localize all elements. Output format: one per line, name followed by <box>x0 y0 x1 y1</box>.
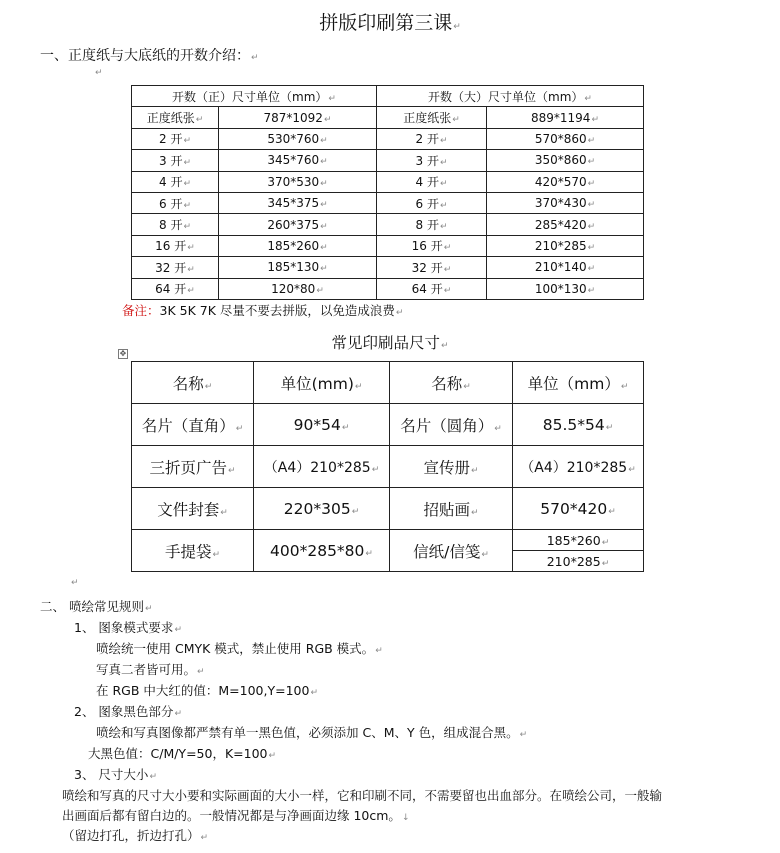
table-cell: 185*260↵ <box>219 235 377 256</box>
paragraph: 大黑色值：C/M/Y=50，K=100↵ <box>88 746 277 761</box>
subsection-1-title: 1、 图象模式要求↵ <box>74 620 182 635</box>
table-cell: 文件封套↵ <box>132 488 254 530</box>
table-cell: 570*420↵ <box>513 488 644 530</box>
table-cell: 单位(mm)↵ <box>254 362 390 404</box>
paragraph: 写真二者皆可用。↵ <box>96 662 205 677</box>
table-cell: 420*570↵ <box>487 171 644 192</box>
header-standard: 开数（正）尺寸单位（mm）↵ <box>132 86 377 107</box>
table-cell: 185*130↵ <box>219 257 377 278</box>
table-cell: 6 开↵ <box>377 192 487 213</box>
table-row <box>132 214 644 235</box>
table-row <box>132 192 644 213</box>
paragraph: 在 RGB 中大红的值：M=100,Y=100↵ <box>96 683 318 698</box>
table-cell: 787*1092↵ <box>219 107 377 128</box>
subsection-3-title: 3、 尺寸大小↵ <box>74 767 157 782</box>
table-header-row <box>132 362 644 404</box>
paragraph: （留边打孔，折边打孔）↵ <box>62 828 209 843</box>
note <box>122 301 403 319</box>
print-table-title: 常见印刷品尺寸↵ <box>331 334 449 352</box>
table-row <box>132 446 644 488</box>
table-cell: 260*375↵ <box>219 214 377 235</box>
table-cell: 6 开↵ <box>132 192 219 213</box>
paragraph: 出画面后都有留白边的。一般情况都是与净画面边缘 10cm。↓ <box>62 808 410 823</box>
table-row <box>132 171 644 192</box>
table-cell: 370*430↵ <box>487 192 644 213</box>
paragraph: 喷绘统一使用 CMYK 模式，禁止使用 RGB 模式。↵ <box>96 641 383 656</box>
table-row <box>132 235 644 256</box>
table-cell: 210*140↵ <box>487 257 644 278</box>
document-title: 拼版印刷第三课↵ <box>319 12 461 34</box>
subsection-2-title: 2、 图象黑色部分↵ <box>74 704 182 719</box>
note-label: 备注： <box>122 303 160 318</box>
paragraph-mark-icon: ↵ <box>95 68 103 78</box>
table-cell: 单位（mm）↵ <box>513 362 644 404</box>
table-cell: 3 开↵ <box>377 150 487 171</box>
table-row <box>132 257 644 278</box>
table-row <box>132 488 644 530</box>
table-cell: 手提袋↵ <box>132 530 254 572</box>
table-cell: 2 开↵ <box>132 128 219 149</box>
table-cell: 185*260↵ <box>513 530 644 551</box>
table-cell: 90*54↵ <box>254 404 390 446</box>
table-cell: 120*80↵ <box>219 278 377 299</box>
table-cell: 三折页广告↵ <box>132 446 254 488</box>
table-cell: 530*760↵ <box>219 128 377 149</box>
paper-size-table <box>131 85 644 300</box>
table-cell: 370*530↵ <box>219 171 377 192</box>
table-cell: （A4）210*285↵ <box>254 446 390 488</box>
table-cell: 3 开↵ <box>132 150 219 171</box>
table-cell: 889*1194↵ <box>487 107 644 128</box>
table-cell: 招贴画↵ <box>390 488 513 530</box>
table-cell: 8 开↵ <box>377 214 487 235</box>
table-row <box>132 278 644 299</box>
section2-heading: 二、 喷绘常见规则↵ <box>40 599 153 614</box>
print-size-table <box>131 361 644 572</box>
table-cell: 4 开↵ <box>132 171 219 192</box>
header-large: 开数（大）尺寸单位（mm）↵ <box>377 86 644 107</box>
note-text: 3K 5K 7K 尽量不要去拼版，以免造成浪费 <box>159 303 395 318</box>
table-cell: 名片（圆角）↵ <box>390 404 513 446</box>
table-cell: 宣传册↵ <box>390 446 513 488</box>
table-cell: 64 开↵ <box>132 278 219 299</box>
table-row <box>132 107 644 128</box>
table-cell: 85.5*54↵ <box>513 404 644 446</box>
table-row <box>132 150 644 171</box>
table-cell: 16 开↵ <box>377 235 487 256</box>
table-cell: 64 开↵ <box>377 278 487 299</box>
table-header-row <box>132 86 644 107</box>
table-cell: 8 开↵ <box>132 214 219 235</box>
table-cell: 16 开↵ <box>132 235 219 256</box>
table-cell: 285*420↵ <box>487 214 644 235</box>
table-cell: 345*760↵ <box>219 150 377 171</box>
table-cell: 4 开↵ <box>377 171 487 192</box>
table-cell: 32 开↵ <box>377 257 487 278</box>
table-cell: 220*305↵ <box>254 488 390 530</box>
table-cell: 信纸/信笺↵ <box>390 530 513 572</box>
table-cell: 100*130↵ <box>487 278 644 299</box>
table-cell: 名称↵ <box>132 362 254 404</box>
table-cell: （A4）210*285↵ <box>513 446 644 488</box>
table-row <box>132 530 644 551</box>
table-cell: 400*285*80↵ <box>254 530 390 572</box>
paragraph-mark-icon: ↵ <box>453 22 461 32</box>
paragraph: 喷绘和写真的尺寸大小要和实际画面的大小一样，它和印刷不同，不需要留也出血部分。在喷绘公司，一般输 <box>62 788 663 803</box>
table-row <box>132 404 644 446</box>
table-cell: 正度纸张↵ <box>132 107 219 128</box>
table-cell: 210*285↵ <box>513 551 644 572</box>
table-cell: 345*375↵ <box>219 192 377 213</box>
section1-heading: 一、正度纸与大底纸的开数介绍：↵ <box>40 48 259 64</box>
move-handle-icon[interactable]: ✥ <box>119 349 127 358</box>
table-row <box>132 128 644 149</box>
paragraph-mark-icon: ↵ <box>440 341 449 351</box>
table-cell: 210*285↵ <box>487 235 644 256</box>
table-cell: 正度纸张↵ <box>377 107 487 128</box>
table-cell: 名片（直角）↵ <box>132 404 254 446</box>
table-cell: 350*860↵ <box>487 150 644 171</box>
paragraph-mark-icon: ↵ <box>251 53 259 63</box>
table-cell: 570*860↵ <box>487 128 644 149</box>
paragraph-mark-icon: ↵ <box>71 578 79 588</box>
table-cell: 32 开↵ <box>132 257 219 278</box>
table-cell: 2 开↵ <box>377 128 487 149</box>
table-cell: 名称↵ <box>390 362 513 404</box>
paragraph-mark-icon: ↵ <box>395 308 404 318</box>
paragraph: 喷绘和写真图像都严禁有单一黑色值，必须添加 C、M、Y 色，组成混合黑。↵ <box>96 725 528 740</box>
